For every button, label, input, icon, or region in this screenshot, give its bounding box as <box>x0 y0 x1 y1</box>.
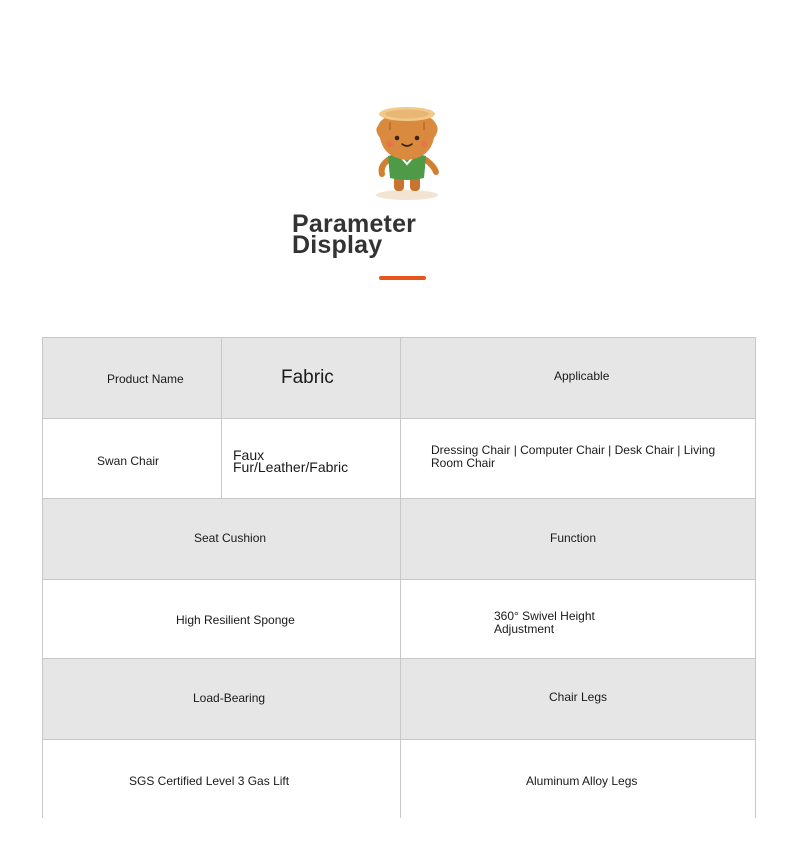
function-label: Function <box>550 531 597 545</box>
chair-legs-label: Chair Legs <box>549 690 608 704</box>
fabric-label: Fabric <box>281 367 334 388</box>
parameter-table <box>42 337 756 818</box>
table-row <box>43 579 755 659</box>
table-row <box>43 658 755 740</box>
title-line-2: Display <box>292 231 383 259</box>
product-name-value: Swan Chair <box>97 454 160 468</box>
table-row <box>43 338 755 418</box>
product-name-label: Product Name <box>107 372 184 386</box>
table-row <box>43 498 755 580</box>
load-bearing-label: Load-Bearing <box>193 691 266 705</box>
title-line-1: Parameter <box>292 210 417 238</box>
fabric-value: Faux Fur/Leather/Fabric <box>233 447 349 475</box>
load-bearing-value: SGS Certified Level 3 Gas Lift <box>129 774 290 788</box>
seat-cushion-value: High Resilient Sponge <box>176 613 295 627</box>
page-title <box>292 210 417 259</box>
title-underline <box>379 276 426 280</box>
tree-stump-mascot-icon <box>366 100 448 204</box>
table-row <box>43 739 755 818</box>
applicable-label: Applicable <box>554 369 610 383</box>
applicable-value: Dressing Chair | Computer Chair | Desk Chair | Living Room Chair <box>431 443 716 470</box>
seat-cushion-label: Seat Cushion <box>194 531 267 545</box>
table-row <box>43 418 755 499</box>
function-value: 360° Swivel Height Adjustment <box>494 609 595 636</box>
chair-legs-value: Aluminum Alloy Legs <box>526 774 638 788</box>
